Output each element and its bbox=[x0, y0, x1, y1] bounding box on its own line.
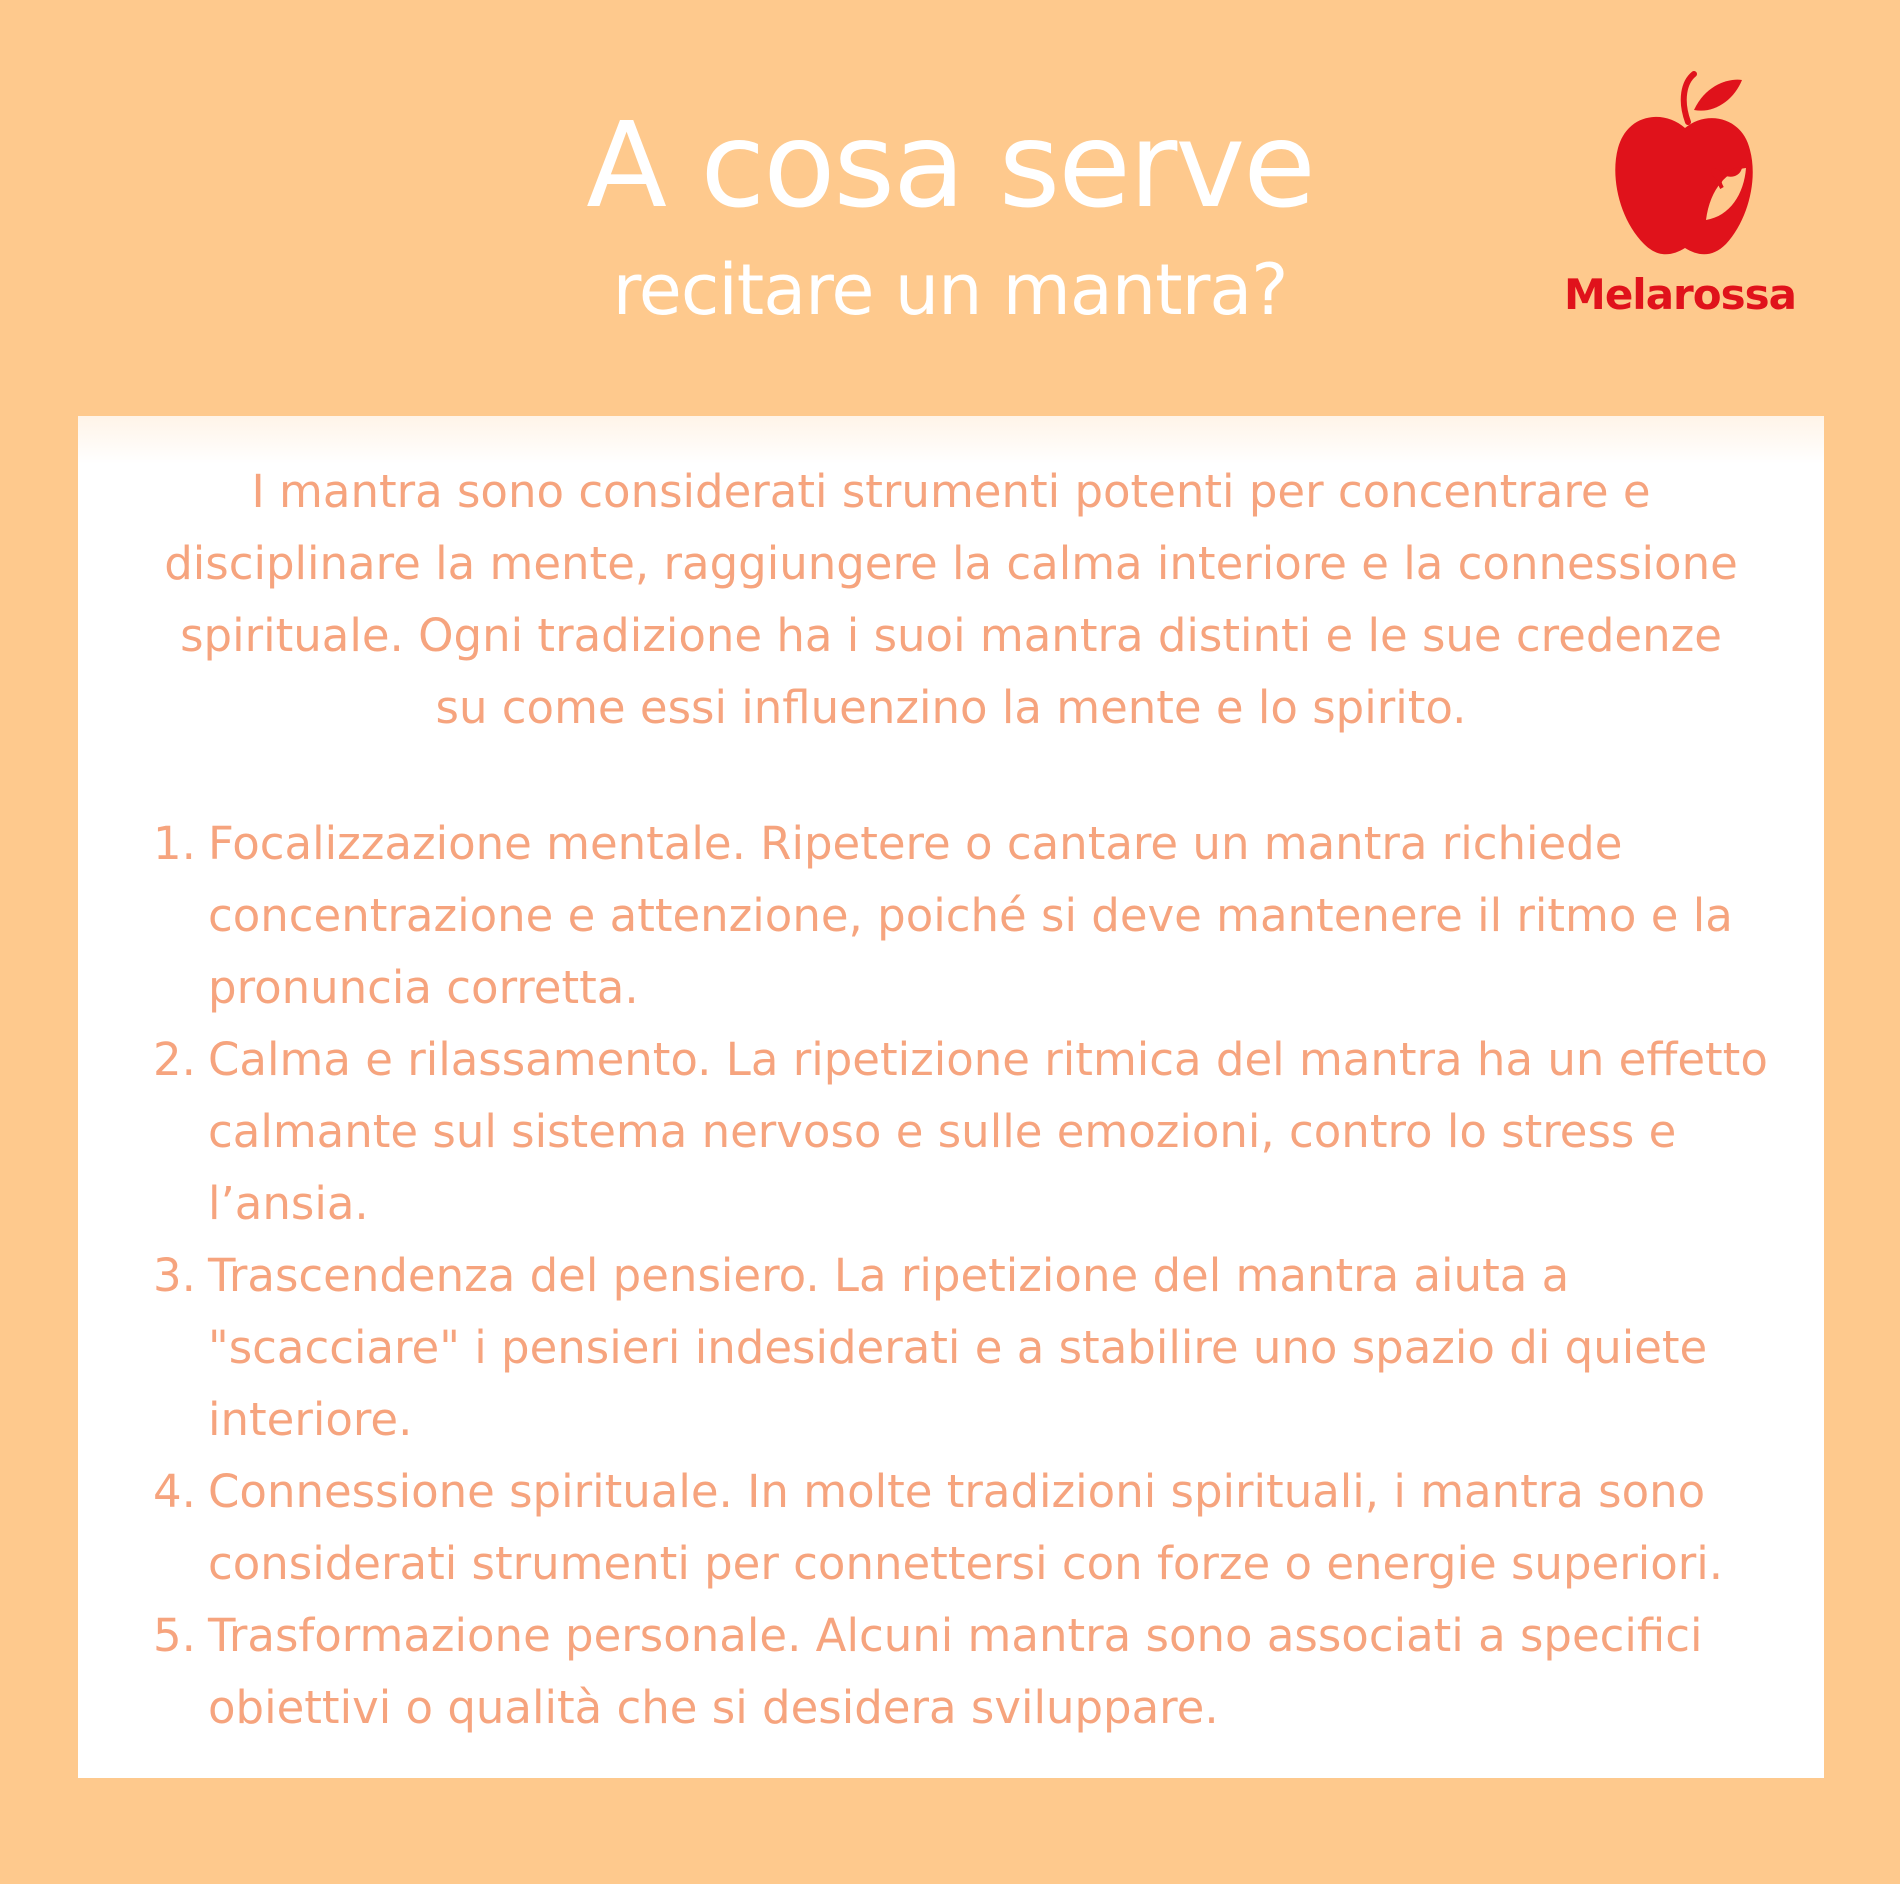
list-item bbox=[153, 808, 1773, 1024]
brand-logo[interactable] bbox=[1560, 70, 1800, 330]
list-item bbox=[153, 1456, 1773, 1600]
list-item bbox=[153, 1024, 1773, 1240]
list-item-number: 3. bbox=[153, 1249, 196, 1302]
list-item-number: 1. bbox=[153, 817, 196, 870]
list-item-number: 2. bbox=[153, 1033, 196, 1086]
page-title: A cosa serve bbox=[586, 96, 1314, 234]
apple-icon bbox=[1610, 70, 1760, 260]
list-item-text: Trascendenza del pensiero. La ripetizione del mantra aiuta a "scacciare" i pensieri indesiderati e a stabilire uno spazio di quiete interiore. bbox=[208, 1249, 1708, 1446]
list-item-text: Connessione spirituale. In molte tradizioni spirituali, i mantra sono considerati strumenti per connettersi con forze o energie superiori. bbox=[208, 1465, 1724, 1590]
list-item bbox=[153, 1240, 1773, 1456]
list-item-text: Focalizzazione mentale. Ripetere o cantare un mantra richiede concentrazione e attenzione, poiché si deve mantenere il ritmo e la pronuncia corretta. bbox=[208, 817, 1733, 1014]
brand-name: Melarossa bbox=[1564, 270, 1796, 319]
list-item-text: Trasformazione personale. Alcuni mantra sono associati a specifici obiettivi o qualità che si desidera sviluppare. bbox=[208, 1609, 1703, 1734]
benefits-list bbox=[153, 808, 1773, 1744]
intro-paragraph: I mantra sono considerati strumenti potenti per concentrare e disciplinare la mente, raggiungere la calma interiore e la connessione spirituale. Ogni tradizione ha i suoi mantra distinti e le sue credenze su come essi influenzino la mente e lo spirito. bbox=[164, 465, 1738, 734]
content-card bbox=[78, 416, 1824, 1778]
list-item-number: 4. bbox=[153, 1465, 196, 1518]
list-item-number: 5. bbox=[153, 1609, 196, 1662]
page-subtitle: recitare un mantra? bbox=[612, 249, 1288, 331]
list-item bbox=[153, 1600, 1773, 1744]
list-item-text: Calma e rilassamento. La ripetizione ritmica del mantra ha un effetto calmante sul sistema nervoso e sulle emozioni, contro lo stress e l’ansia. bbox=[208, 1033, 1768, 1230]
